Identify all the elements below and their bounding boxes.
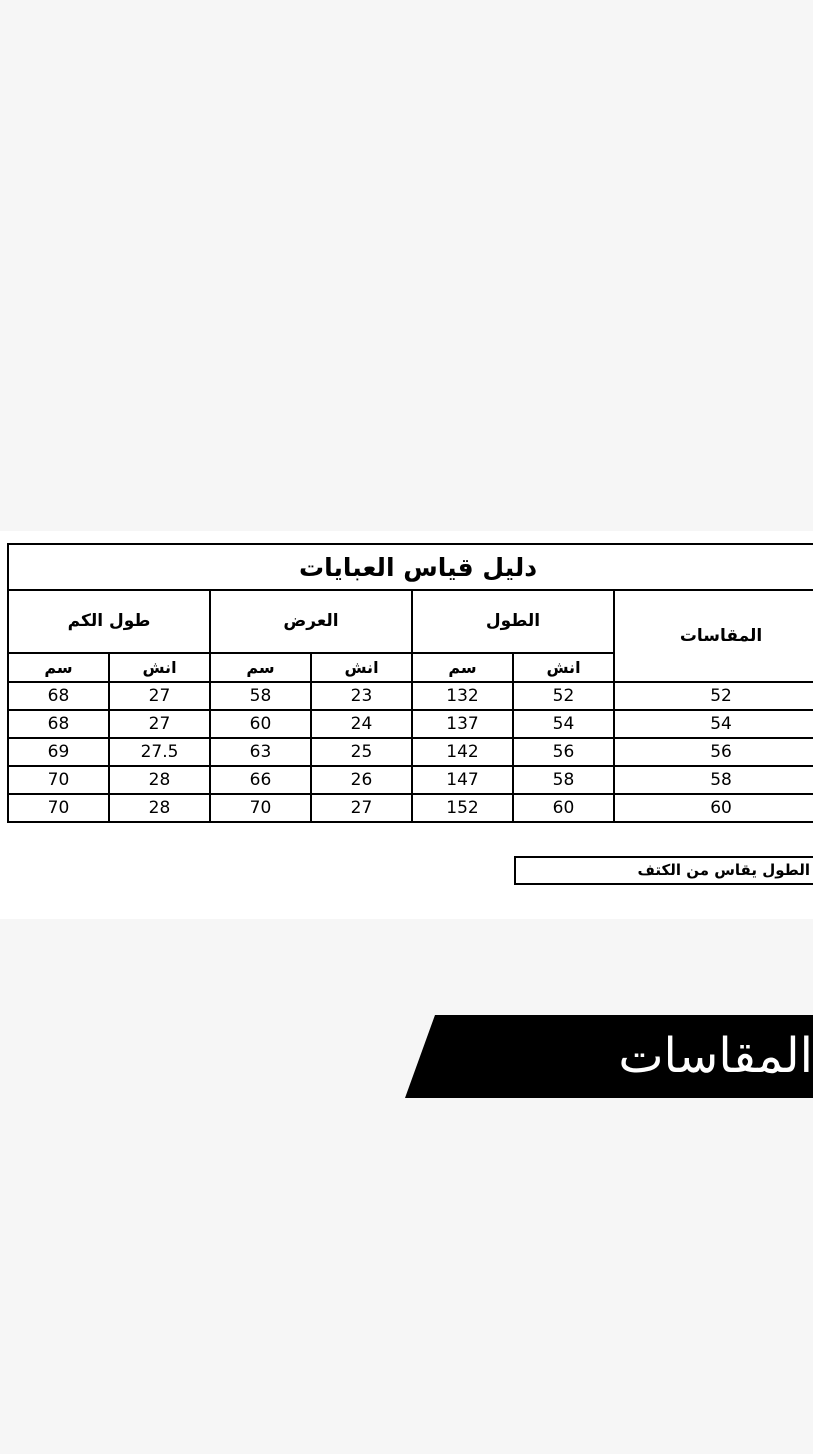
table-row xyxy=(8,766,813,794)
table-title: دليل قياس العبايات xyxy=(8,544,813,590)
sleeve-cm-cell: 70 xyxy=(8,794,109,822)
sleeve-inch-cell: 27.5 xyxy=(109,738,210,766)
sleeve-inch-cell: 27 xyxy=(109,710,210,738)
width-inch-cell: 26 xyxy=(311,766,412,794)
unit-cm-header: سم xyxy=(210,653,311,682)
length-inch-cell: 60 xyxy=(513,794,614,822)
width-cm-cell: 70 xyxy=(210,794,311,822)
sizes-banner-title: المقاسات xyxy=(618,1028,813,1084)
width-inch-cell: 24 xyxy=(311,710,412,738)
table-row xyxy=(8,710,813,738)
sleeve-inch-cell: 28 xyxy=(109,794,210,822)
sleeve-inch-cell: 28 xyxy=(109,766,210,794)
sleeve-cm-cell: 68 xyxy=(8,710,109,738)
length-inch-cell: 52 xyxy=(513,682,614,710)
unit-cm-header: سم xyxy=(8,653,109,682)
length-cm-cell: 152 xyxy=(412,794,513,822)
length-inch-cell: 56 xyxy=(513,738,614,766)
table-row xyxy=(8,738,813,766)
size-cell: 58 xyxy=(614,766,813,794)
unit-inch-header: انش xyxy=(109,653,210,682)
size-cell: 56 xyxy=(614,738,813,766)
width-cm-cell: 63 xyxy=(210,738,311,766)
sleeve-cm-cell: 70 xyxy=(8,766,109,794)
width-cm-cell: 66 xyxy=(210,766,311,794)
table-row xyxy=(8,794,813,822)
length-header: الطول xyxy=(412,590,614,653)
width-cm-cell: 58 xyxy=(210,682,311,710)
unit-inch-header: انش xyxy=(513,653,614,682)
length-inch-cell: 54 xyxy=(513,710,614,738)
size-guide-card xyxy=(0,531,813,919)
size-cell: 52 xyxy=(614,682,813,710)
sleeve-length-header: طول الكم xyxy=(8,590,210,653)
length-cm-cell: 132 xyxy=(412,682,513,710)
width-header: العرض xyxy=(210,590,412,653)
sleeve-inch-cell: 27 xyxy=(109,682,210,710)
width-cm-cell: 60 xyxy=(210,710,311,738)
unit-inch-header: انش xyxy=(311,653,412,682)
size-cell: 54 xyxy=(614,710,813,738)
measurement-note: الطول يقاس من الكتف xyxy=(514,856,813,885)
width-inch-cell: 23 xyxy=(311,682,412,710)
width-inch-cell: 25 xyxy=(311,738,412,766)
length-cm-cell: 137 xyxy=(412,710,513,738)
length-cm-cell: 142 xyxy=(412,738,513,766)
length-inch-cell: 58 xyxy=(513,766,614,794)
sleeve-cm-cell: 69 xyxy=(8,738,109,766)
sizes-header: المقاسات xyxy=(614,590,813,682)
size-cell: 60 xyxy=(614,794,813,822)
table-row xyxy=(8,682,813,710)
length-cm-cell: 147 xyxy=(412,766,513,794)
unit-cm-header: سم xyxy=(412,653,513,682)
sleeve-cm-cell: 68 xyxy=(8,682,109,710)
width-inch-cell: 27 xyxy=(311,794,412,822)
size-guide-table xyxy=(7,543,813,823)
